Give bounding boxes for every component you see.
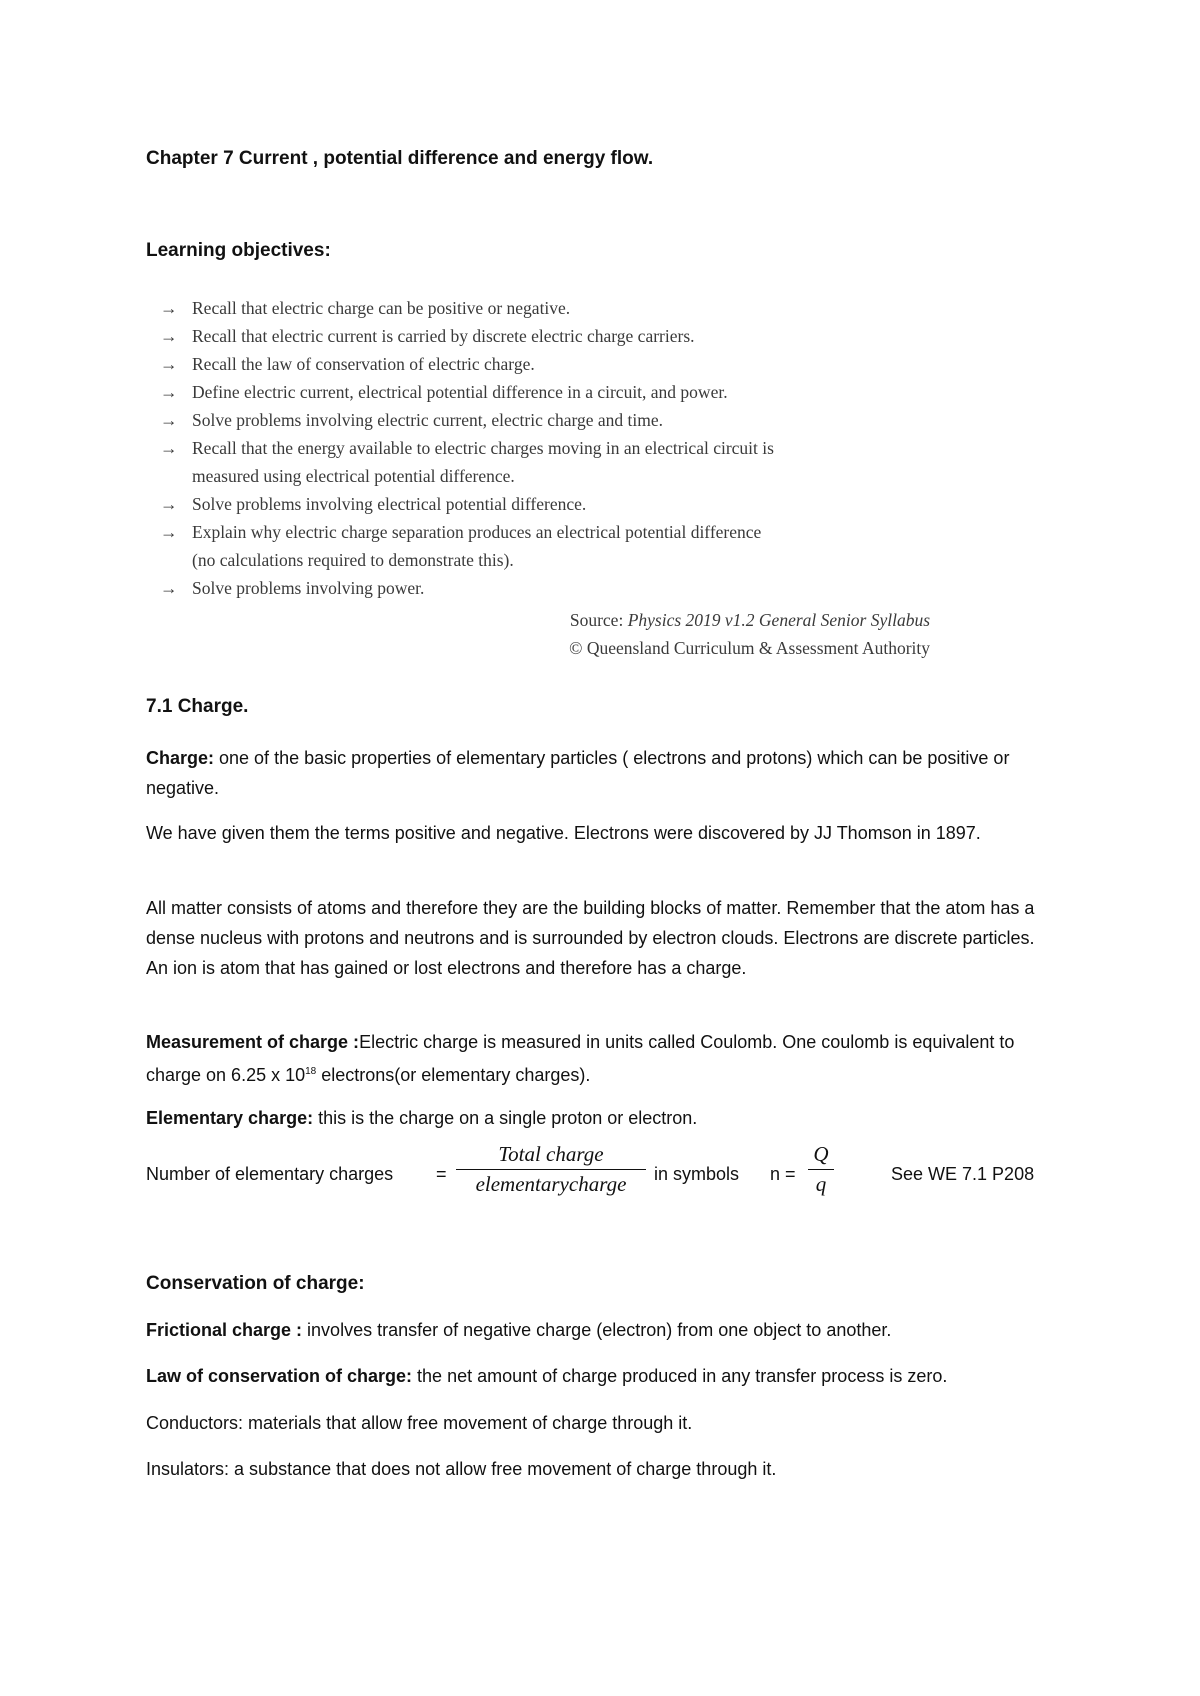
objective-item (160, 518, 960, 574)
objective-item (160, 322, 960, 350)
objective-line: (no calculations required to demonstrate this). (192, 550, 514, 570)
law-term: Law of conservation of charge: (146, 1366, 413, 1386)
charge-term: Charge: (146, 748, 215, 768)
source-prefix: Source: (569, 610, 628, 630)
source-line (330, 606, 930, 634)
symbol-numerator: Q (813, 1142, 829, 1166)
objective-line: Recall that the energy available to electric charges moving in an electrical circuit is (192, 438, 774, 458)
chapter-title: Chapter 7 Current , potential difference and energy flow. (146, 148, 654, 169)
objectives-list (160, 294, 960, 602)
charge-def-text: one of the basic properties of elementary particles ( electrons and protons) which can be positive or negative. (146, 748, 1010, 798)
law-text: the net amount of charge produced in any transfer process is zero. (412, 1366, 948, 1386)
source-publication: Physics 2019 v1.2 General Senior Syllabus (627, 610, 930, 630)
arrow-icon: → (160, 522, 178, 542)
in-symbols-label: in symbols (654, 1164, 740, 1184)
objective-line: Solve problems involving electric current, electric charge and time. (192, 410, 664, 430)
thomson-paragraph: We have given them the terms positive and negative. Electrons were discovered by JJ Thomson in 1897. (146, 823, 981, 843)
arrow-icon: → (160, 298, 178, 318)
conductors-paragraph: Conductors: materials that allow free movement of charge through it. (146, 1413, 693, 1433)
n-equals: n = (770, 1164, 796, 1184)
objective-line: Recall that electric charge can be positive or negative. (192, 298, 571, 318)
elementary-charge-paragraph (146, 1103, 1056, 1133)
objective-item (160, 574, 960, 602)
conservation-heading: Conservation of charge: (146, 1273, 365, 1294)
symbol-fraction (808, 1142, 834, 1197)
elementary-charges-formula (146, 1140, 1066, 1212)
objective-line: Solve problems involving electrical potential difference. (192, 494, 587, 514)
formula-lhs: Number of elementary charges (146, 1164, 394, 1184)
objective-line: Explain why electric charge separation produces an electrical potential difference (192, 522, 762, 542)
measurement-term: Measurement of charge : (146, 1032, 360, 1052)
objective-item (160, 294, 960, 322)
law-conservation-paragraph (146, 1361, 1056, 1391)
objective-item (160, 490, 960, 518)
measurement-tail: electrons(or elementary charges). (316, 1065, 591, 1085)
elementary-text: this is the charge on a single proton or electron. (313, 1108, 698, 1128)
fraction-denominator: elementarycharge (475, 1172, 627, 1196)
learning-objectives-heading: Learning objectives: (146, 240, 331, 261)
arrow-icon: → (160, 326, 178, 346)
formula-equals: = (436, 1164, 447, 1184)
measurement-exponent: 18 (305, 1066, 317, 1077)
word-fraction (456, 1142, 646, 1197)
measurement-paragraph (146, 1027, 1056, 1090)
symbol-denominator: q (815, 1172, 827, 1196)
atoms-paragraph: All matter consists of atoms and therefore they are the building blocks of matter. Remember that the atom has a dense nucleus with protons and neutrons and is surrounded by electron clouds. Electrons are discrete particles. An ion is atom that has gained or lost electrons and therefore has a charge. (146, 898, 1035, 978)
arrow-icon: → (160, 494, 178, 514)
arrow-icon: → (160, 438, 178, 458)
arrow-icon: → (160, 382, 178, 402)
worked-example-reference: See WE 7.1 P208 (891, 1164, 1035, 1184)
objective-line: Solve problems involving power. (192, 578, 425, 598)
objective-line: Recall the law of conservation of electric charge. (192, 354, 535, 374)
objective-line: measured using electrical potential difference. (192, 466, 515, 486)
frictional-text: involves transfer of negative charge (electron) from one object to another. (302, 1320, 892, 1340)
objective-line: Define electric current, electrical potential difference in a circuit, and power. (192, 382, 728, 402)
objective-item (160, 378, 960, 406)
insulators-paragraph: Insulators: a substance that does not allow free movement of charge through it. (146, 1459, 777, 1479)
objective-line: Recall that electric current is carried by discrete electric charge carriers. (192, 326, 695, 346)
objective-item (160, 350, 960, 378)
objective-item (160, 434, 960, 490)
fraction-numerator: Total charge (498, 1142, 604, 1166)
charge-definition (146, 743, 1056, 803)
arrow-icon: → (160, 578, 178, 598)
measurement-text: Electric charge is measured in units called Coulomb. One coulomb is equivalent to charge on 6.25 x 10 (146, 1032, 1015, 1085)
section-title: 7.1 Charge. (146, 696, 249, 717)
copyright-line: © Queensland Curriculum & Assessment Authority (569, 638, 930, 658)
frictional-charge-paragraph (146, 1315, 1056, 1345)
arrow-icon: → (160, 354, 178, 374)
elementary-term: Elementary charge: (146, 1108, 314, 1128)
arrow-icon: → (160, 410, 178, 430)
objective-item (160, 406, 960, 434)
frictional-term: Frictional charge : (146, 1320, 303, 1340)
